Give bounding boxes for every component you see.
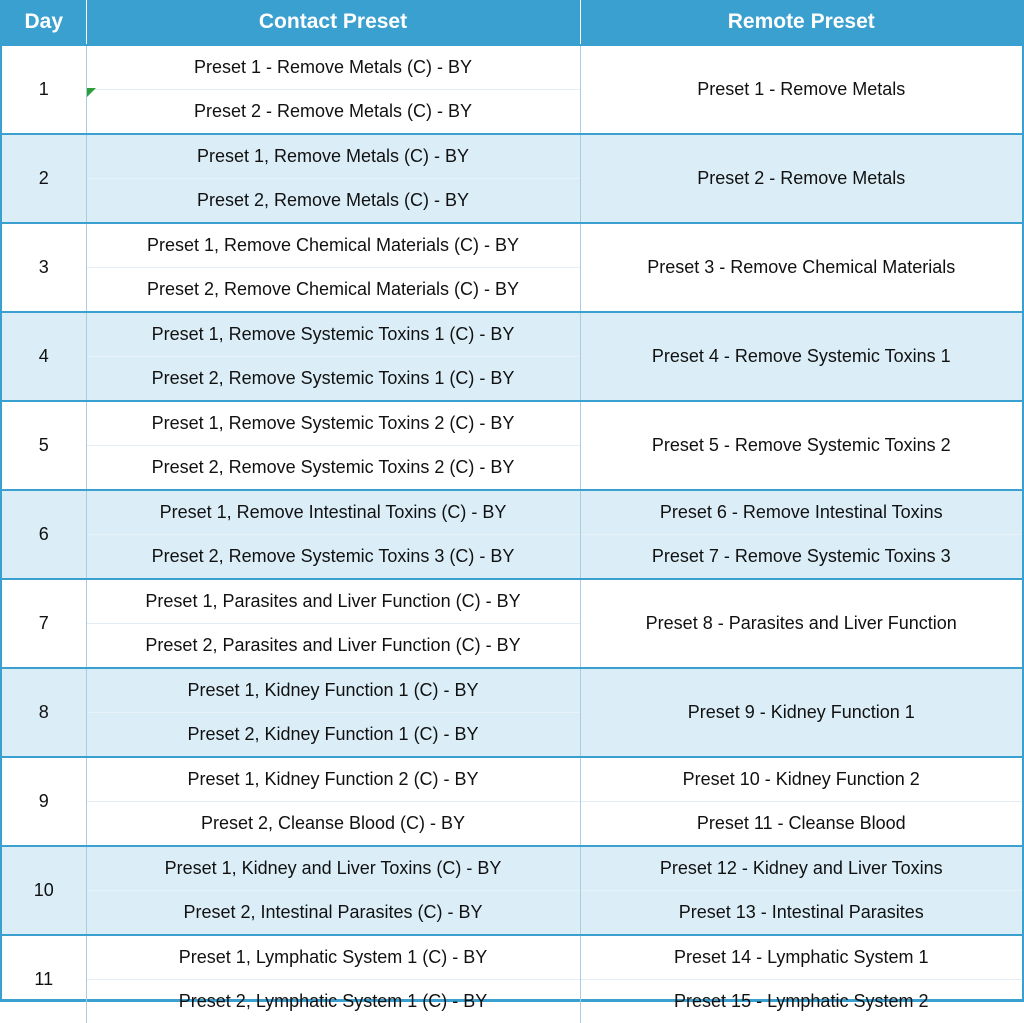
table-row (2, 891, 1022, 936)
table-row (2, 134, 1022, 179)
day-cell[interactable]: 2 (2, 134, 86, 223)
remote-preset-cell[interactable]: Preset 15 - Lymphatic System 2 (580, 980, 1022, 1023)
contact-preset-cell[interactable]: Preset 2, Kidney Function 1 (C) - BY (86, 713, 580, 758)
contact-preset-cell[interactable]: Preset 1 - Remove Metals (C) - BY (86, 45, 580, 90)
contact-preset-cell[interactable]: Preset 2, Remove Systemic Toxins 1 (C) - BY (86, 357, 580, 402)
contact-preset-cell[interactable]: Preset 2, Parasites and Liver Function (C) - BY (86, 624, 580, 669)
table-row (2, 802, 1022, 847)
contact-preset-cell[interactable]: Preset 2, Remove Metals (C) - BY (86, 179, 580, 224)
cell-comment-marker (87, 88, 96, 97)
remote-preset-cell[interactable]: Preset 7 - Remove Systemic Toxins 3 (580, 535, 1022, 580)
day-cell[interactable]: 5 (2, 401, 86, 490)
day-cell[interactable]: 1 (2, 45, 86, 134)
day-cell[interactable]: 4 (2, 312, 86, 401)
table-row (2, 980, 1022, 1023)
day-cell[interactable]: 9 (2, 757, 86, 846)
day-column-header[interactable]: Day (2, 0, 86, 45)
table-row (2, 579, 1022, 624)
header-row (2, 0, 1022, 45)
contact-preset-column-header[interactable]: Contact Preset (86, 0, 580, 45)
table-row (2, 312, 1022, 357)
contact-preset-cell[interactable]: Preset 1, Lymphatic System 1 (C) - BY (86, 935, 580, 980)
remote-preset-cell[interactable]: Preset 11 - Cleanse Blood (580, 802, 1022, 847)
table-row (2, 935, 1022, 980)
contact-preset-cell[interactable]: Preset 1, Remove Metals (C) - BY (86, 134, 580, 179)
remote-preset-cell[interactable]: Preset 5 - Remove Systemic Toxins 2 (580, 401, 1022, 490)
remote-preset-cell[interactable]: Preset 4 - Remove Systemic Toxins 1 (580, 312, 1022, 401)
contact-preset-cell[interactable]: Preset 2 - Remove Metals (C) - BY (86, 90, 580, 135)
preset-table (2, 0, 1022, 1023)
contact-preset-cell[interactable]: Preset 1, Kidney and Liver Toxins (C) - BY (86, 846, 580, 891)
day-cell[interactable]: 11 (2, 935, 86, 1023)
table-row (2, 401, 1022, 446)
remote-preset-cell[interactable]: Preset 6 - Remove Intestinal Toxins (580, 490, 1022, 535)
contact-preset-cell[interactable]: Preset 1, Remove Systemic Toxins 2 (C) - BY (86, 401, 580, 446)
day-cell[interactable]: 3 (2, 223, 86, 312)
contact-preset-cell[interactable]: Preset 1, Remove Chemical Materials (C) - BY (86, 223, 580, 268)
remote-preset-cell[interactable]: Preset 2 - Remove Metals (580, 134, 1022, 223)
contact-preset-cell[interactable]: Preset 1, Kidney Function 2 (C) - BY (86, 757, 580, 802)
remote-preset-cell[interactable]: Preset 1 - Remove Metals (580, 45, 1022, 134)
remote-preset-cell[interactable]: Preset 14 - Lymphatic System 1 (580, 935, 1022, 980)
table-body (2, 45, 1022, 1023)
day-cell[interactable]: 6 (2, 490, 86, 579)
contact-preset-cell[interactable]: Preset 2, Remove Systemic Toxins 2 (C) - BY (86, 446, 580, 491)
remote-preset-column-header[interactable]: Remote Preset (580, 0, 1022, 45)
contact-preset-cell[interactable]: Preset 1, Remove Systemic Toxins 1 (C) - BY (86, 312, 580, 357)
table-row (2, 757, 1022, 802)
table-row (2, 490, 1022, 535)
table-row (2, 535, 1022, 580)
table-row (2, 45, 1022, 90)
remote-preset-cell[interactable]: Preset 12 - Kidney and Liver Toxins (580, 846, 1022, 891)
remote-preset-cell[interactable]: Preset 13 - Intestinal Parasites (580, 891, 1022, 936)
contact-preset-cell[interactable]: Preset 1, Parasites and Liver Function (C) - BY (86, 579, 580, 624)
contact-preset-cell[interactable]: Preset 2, Remove Systemic Toxins 3 (C) - BY (86, 535, 580, 580)
day-cell[interactable]: 8 (2, 668, 86, 757)
remote-preset-cell[interactable]: Preset 8 - Parasites and Liver Function (580, 579, 1022, 668)
contact-preset-cell[interactable]: Preset 1, Remove Intestinal Toxins (C) - BY (86, 490, 580, 535)
table-row (2, 223, 1022, 268)
remote-preset-cell[interactable]: Preset 10 - Kidney Function 2 (580, 757, 1022, 802)
contact-preset-cell[interactable]: Preset 2, Cleanse Blood (C) - BY (86, 802, 580, 847)
contact-preset-cell[interactable]: Preset 2, Intestinal Parasites (C) - BY (86, 891, 580, 936)
contact-preset-cell[interactable]: Preset 2, Remove Chemical Materials (C) - BY (86, 268, 580, 313)
day-cell[interactable]: 7 (2, 579, 86, 668)
table-row (2, 668, 1022, 713)
table-row (2, 846, 1022, 891)
contact-preset-cell[interactable]: Preset 1, Kidney Function 1 (C) - BY (86, 668, 580, 713)
day-cell[interactable]: 10 (2, 846, 86, 935)
contact-preset-cell[interactable]: Preset 2, Lymphatic System 1 (C) - BY (86, 980, 580, 1023)
remote-preset-cell[interactable]: Preset 9 - Kidney Function 1 (580, 668, 1022, 757)
remote-preset-cell[interactable]: Preset 3 - Remove Chemical Materials (580, 223, 1022, 312)
